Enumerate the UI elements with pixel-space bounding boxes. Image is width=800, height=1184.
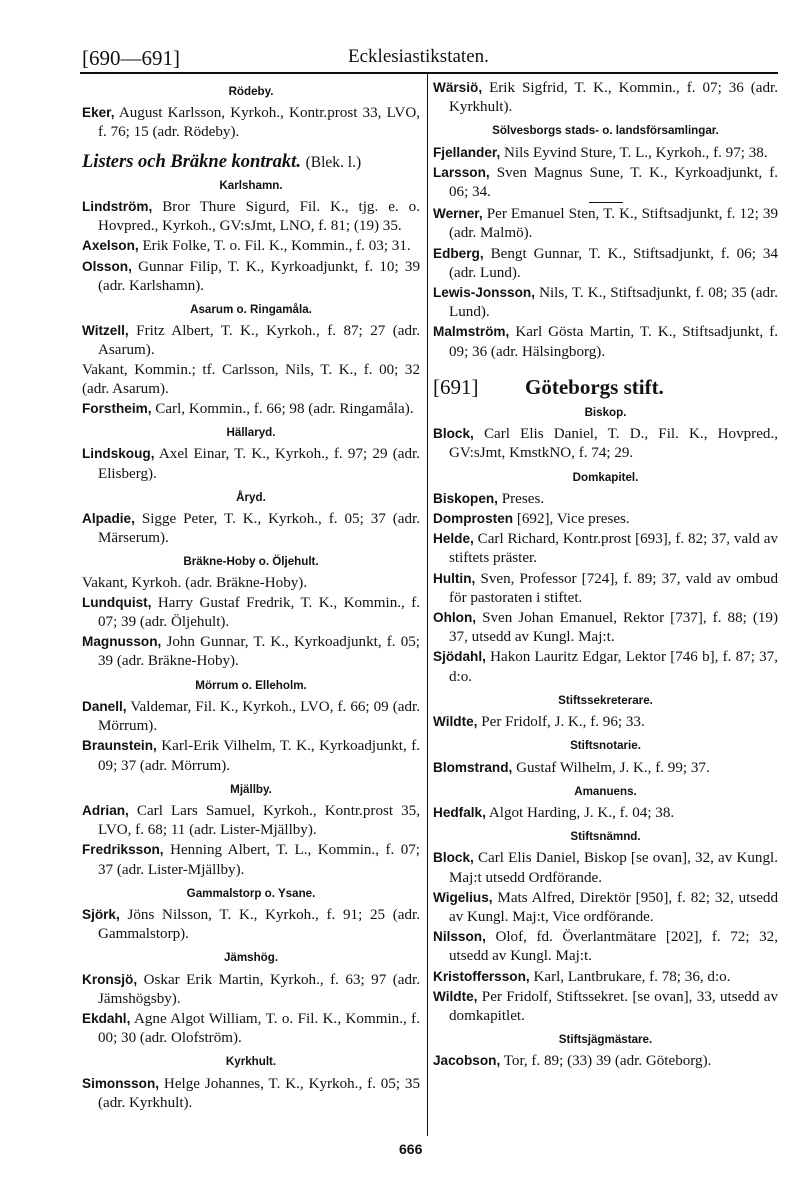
entry-details: Karl Gösta Martin, T. K., Stiftsadjunkt, f. 09; 36 (adr. Hälsingborg). bbox=[449, 324, 778, 360]
section-heading bbox=[82, 153, 420, 172]
place-heading: Hällaryd. bbox=[226, 426, 276, 440]
clergy-entry bbox=[433, 143, 778, 163]
place-heading: Kyrkhult. bbox=[225, 1055, 277, 1069]
place-heading: Stiftsjägmästare. bbox=[558, 1033, 653, 1047]
entry-surname: Braunstein, bbox=[82, 738, 157, 754]
entry-surname: Biskopen, bbox=[433, 490, 498, 506]
entry-surname: Axelson, bbox=[82, 238, 139, 254]
entry-surname: Edberg, bbox=[433, 245, 484, 261]
entry-details: Per Emanuel Sten, T. K., Stiftsadjunkt, f. 12; 39 (adr. Malmö). bbox=[449, 206, 778, 242]
entry-details: Agne Algot William, T. o. Fil. K., Kommin., f. 00; 30 (adr. Olofström). bbox=[98, 1010, 420, 1047]
entry-surname: Sjödahl, bbox=[433, 649, 486, 665]
place-heading: Jämshög. bbox=[223, 951, 279, 965]
clergy-entry bbox=[82, 103, 420, 142]
entry-surname: Lindström, bbox=[82, 199, 153, 215]
clergy-entry bbox=[433, 987, 778, 1026]
page-number: 666 bbox=[399, 1141, 423, 1157]
entry-details: Erik Folke, T. o. Fil. K., Kommin., f. 03; 31. bbox=[142, 238, 411, 255]
place-heading: Mörrum o. Elleholm. bbox=[195, 678, 307, 692]
clergy-entry bbox=[433, 758, 778, 778]
clergy-entry bbox=[82, 905, 420, 944]
clergy-entry bbox=[82, 736, 420, 775]
clergy-entry bbox=[82, 801, 420, 840]
diocese-page-ref: [691] bbox=[433, 374, 479, 399]
clergy-entry bbox=[433, 489, 778, 509]
entry-details: Sven Johan Emanuel, Rektor [737], f. 88; (19) 37, utsedd av Kungl. Maj:t. bbox=[449, 610, 778, 646]
clergy-entry bbox=[82, 361, 420, 399]
entry-details: Carl Lars Samuel, Kyrkoh., Kontr.prost 35, LVO, f. 68; 11 (adr. Lister-Mjällby). bbox=[98, 802, 420, 839]
entry-surname: Domprosten bbox=[433, 511, 514, 527]
entry-details: Carl, Kommin., f. 66; 98 (adr. Ringamåla). bbox=[155, 401, 414, 418]
entry-details: Harry Gustaf Fredrik, T. K., Kommin., f. 07; 39 (adr. Öljehult). bbox=[98, 594, 420, 631]
entry-surname: Fredriksson, bbox=[82, 842, 164, 858]
entry-surname: Block, bbox=[433, 426, 474, 442]
clergy-entry bbox=[433, 569, 778, 608]
header-rule bbox=[80, 72, 778, 74]
clergy-entry bbox=[433, 424, 778, 463]
clergy-entry bbox=[82, 970, 420, 1009]
entry-details: Algot Harding, J. K., f. 04; 38. bbox=[488, 804, 675, 821]
entry-surname: Hultin, bbox=[433, 570, 476, 586]
entry-surname: Lindskoug, bbox=[82, 446, 155, 462]
clergy-entry bbox=[82, 509, 420, 548]
entry-surname: Wärsiö, bbox=[433, 80, 483, 95]
entry-details: Sigge Peter, T. K., Kyrkoh., f. 05; 37 (adr. Märserum). bbox=[98, 511, 420, 547]
clergy-entry bbox=[433, 204, 778, 243]
entry-details: Carl Elis Daniel, Biskop [se ovan], 32, av Kungl. Maj:t utsedd Ordförande. bbox=[449, 850, 778, 886]
clergy-entry bbox=[82, 1009, 420, 1048]
place-heading: Stiftsnotarie. bbox=[570, 739, 641, 753]
clergy-entry bbox=[433, 529, 778, 568]
entry-details: Nils Eyvind Sture, T. L., Kyrkoh., f. 97; 38. bbox=[504, 144, 768, 161]
place-heading: Domkapitel. bbox=[572, 470, 639, 484]
clergy-entry bbox=[82, 321, 420, 360]
left-column bbox=[82, 78, 420, 1113]
clergy-entry bbox=[433, 647, 778, 686]
place-heading: Åryd. bbox=[236, 490, 266, 504]
entry-surname: Wildte, bbox=[433, 988, 478, 1004]
entry-surname: Fjellander, bbox=[433, 144, 501, 160]
right-column bbox=[433, 78, 778, 1072]
entry-details: Vakant, Kommin.; tf. Carlsson, Nils, T. K., f. 00; 32 (adr. Asarum). bbox=[82, 361, 420, 397]
short-rule bbox=[589, 202, 623, 203]
entry-details: Helge Johannes, T. K., Kyrkoh., f. 05; 35 (adr. Kyrkhult). bbox=[98, 1075, 421, 1111]
place-heading: Stiftssekreterare. bbox=[558, 693, 653, 707]
entry-surname: Eker, bbox=[82, 105, 115, 121]
entry-details: Sven Magnus Sune, T. K., Kyrkoadjunkt, f. 06; 34. bbox=[449, 164, 778, 201]
entry-details: August Karlsson, Kyrkoh., Kontr.prost 33, LVO, f. 76; 15 (adr. Rödeby). bbox=[98, 105, 420, 141]
entry-details: [692], Vice preses. bbox=[516, 511, 630, 528]
entry-details: Carl Elis Daniel, T. D., Fil. K., Hovpred., GV:sJmt, KmstkNO, f. 74; 29. bbox=[449, 426, 778, 462]
entry-surname: Alpadie, bbox=[82, 511, 135, 527]
column-divider bbox=[427, 74, 428, 1136]
entry-details: Vakant, Kyrkoh. (adr. Bräkne-Hoby). bbox=[82, 574, 308, 591]
entry-details: Bengt Gunnar, T. K., Stiftsadjunkt, f. 06; 34 (adr. Lund). bbox=[449, 245, 778, 281]
entry-details: Hakon Lauritz Edgar, Lektor [746 b], f. 87; 37, d:o. bbox=[449, 649, 778, 685]
clergy-entry bbox=[433, 848, 778, 887]
clergy-entry bbox=[82, 399, 420, 419]
running-title: Ecklesiastikstaten. bbox=[348, 46, 489, 67]
entry-details: Nils, T. K., Stiftsadjunkt, f. 08; 35 (adr. Lund). bbox=[449, 285, 778, 321]
clergy-entry bbox=[433, 322, 778, 361]
entry-details: Henning Albert, T. L., Kommin., f. 07; 37 (adr. Lister-Mjällby). bbox=[98, 842, 420, 878]
entry-details: Per Fridolf, J. K., f. 96; 33. bbox=[481, 714, 645, 731]
clergy-entry bbox=[82, 593, 420, 632]
clergy-entry bbox=[433, 608, 778, 647]
entry-surname: Malmström, bbox=[433, 324, 510, 340]
entry-surname: Simonsson, bbox=[82, 1075, 160, 1091]
place-heading: Gammalstorp o. Ysane. bbox=[186, 886, 316, 900]
page-range: [690—691] bbox=[82, 46, 180, 70]
entry-surname: Lewis-Jonsson, bbox=[433, 285, 535, 301]
entry-surname: Sjörk, bbox=[82, 906, 120, 922]
entry-surname: Witzell, bbox=[82, 323, 129, 339]
clergy-entry bbox=[82, 1074, 420, 1113]
entry-surname: Hedfalk, bbox=[433, 804, 486, 820]
entry-surname: Helde, bbox=[433, 531, 474, 547]
entry-surname: Magnusson, bbox=[82, 634, 162, 650]
clergy-entry bbox=[82, 444, 420, 483]
entry-surname: Werner, bbox=[433, 206, 483, 222]
place-heading: Rödeby. bbox=[228, 85, 274, 98]
clergy-entry bbox=[82, 574, 420, 593]
clergy-entry bbox=[433, 712, 778, 732]
entry-details: Carl Richard, Kontr.prost [693], f. 82; 37, vald av stiftets präster. bbox=[449, 531, 778, 567]
clergy-entry bbox=[82, 257, 420, 296]
clergy-entry bbox=[433, 163, 778, 202]
clergy-entry bbox=[433, 509, 778, 529]
clergy-entry bbox=[82, 236, 420, 256]
entry-details: Erik Sigfrid, T. K., Kommin., f. 07; 36 (adr. Kyrkhult). bbox=[449, 80, 778, 116]
entry-details: Gustaf Wilhelm, J. K., f. 99; 37. bbox=[516, 759, 710, 776]
entry-details: John Gunnar, T. K., Kyrkoadjunkt, f. 05; 39 (adr. Bräkne-Hoby). bbox=[98, 634, 420, 670]
clergy-entry bbox=[82, 840, 420, 879]
place-heading: Biskop. bbox=[584, 406, 627, 420]
clergy-entry bbox=[82, 632, 420, 671]
entry-details: Valdemar, Fil. K., Kyrkoh., LVO, f. 66; 09 (adr. Mörrum). bbox=[98, 698, 420, 735]
entry-surname: Blomstrand, bbox=[433, 759, 513, 775]
clergy-entry bbox=[433, 78, 778, 117]
clergy-entry bbox=[433, 967, 778, 987]
entry-surname: Olsson, bbox=[82, 258, 132, 274]
entry-details: Mats Alfred, Direktör [950], f. 82; 32, utsedd av Kungl. Maj:t, Vice ordförande. bbox=[449, 889, 778, 925]
section-title: Listers och Bräkne kontrakt. bbox=[82, 151, 301, 172]
section-region: (Blek. l.) bbox=[305, 153, 362, 171]
entry-surname: Danell, bbox=[82, 698, 127, 714]
place-heading: Bräkne-Hoby o. Öljehult. bbox=[183, 555, 319, 569]
place-heading: Stiftsnämnd. bbox=[570, 830, 641, 844]
clergy-entry bbox=[433, 244, 778, 283]
entry-surname: Ekdahl, bbox=[82, 1010, 131, 1026]
entry-details: Per Fridolf, Stiftssekret. [se ovan], 33, utsedd av domkapitlet. bbox=[449, 988, 778, 1024]
clergy-entry bbox=[82, 697, 420, 736]
entry-surname: Larsson, bbox=[433, 164, 490, 180]
entry-details: Oskar Erik Martin, Kyrkoh., f. 63; 97 (adr. Jämshögsby). bbox=[98, 971, 420, 1007]
place-heading: Amanuens. bbox=[574, 784, 637, 798]
entry-surname: Jacobson, bbox=[433, 1053, 501, 1069]
entry-details: Jöns Nilsson, T. K., Kyrkoh., f. 91; 25 (adr. Gammalstorp). bbox=[98, 906, 421, 943]
diocese-heading bbox=[433, 374, 778, 399]
entry-details: Axel Einar, T. K., Kyrkoh., f. 97; 29 (adr. Elisberg). bbox=[98, 446, 420, 482]
clergy-entry bbox=[82, 197, 420, 236]
entry-details: Gunnar Filip, T. K., Kyrkoadjunkt, f. 10; 39 (adr. Karlshamn). bbox=[98, 258, 420, 294]
entry-details: Tor, f. 89; (33) 39 (adr. Göteborg). bbox=[503, 1053, 712, 1070]
entry-details: Olof, fd. Överlantmätare [202], f. 72; 32, utsedd av Kungl. Maj:t. bbox=[449, 929, 778, 965]
entry-surname: Kronsjö, bbox=[82, 971, 138, 987]
clergy-entry bbox=[433, 927, 778, 966]
entry-surname: Ohlon, bbox=[433, 610, 477, 626]
entry-details: Karl, Lantbrukare, f. 78; 36, d:o. bbox=[533, 968, 731, 985]
clergy-entry bbox=[433, 1051, 778, 1071]
entry-surname: Block, bbox=[433, 850, 474, 866]
entry-surname: Kristoffersson, bbox=[433, 968, 530, 984]
entry-surname: Forstheim, bbox=[82, 401, 152, 417]
entry-details: Fritz Albert, T. K., Kyrkoh., f. 87; 27 (adr. Asarum). bbox=[98, 323, 420, 359]
diocese-title: Göteborgs stift. bbox=[525, 374, 664, 399]
place-heading: Karlshamn. bbox=[219, 178, 283, 192]
entry-details: Sven, Professor [724], f. 89; 37, vald av ombud för pastoraten i stiftet. bbox=[449, 570, 779, 606]
place-heading: Mjällby. bbox=[230, 782, 272, 796]
entry-details: Preses. bbox=[501, 490, 545, 507]
entry-surname: Lundquist, bbox=[82, 594, 152, 610]
clergy-entry bbox=[433, 283, 778, 322]
entry-surname: Wigelius, bbox=[433, 889, 493, 905]
entry-details: Karl-Erik Vilhelm, T. K., Kyrkoadjunkt, f. 09; 37 (adr. Mörrum). bbox=[98, 738, 420, 774]
entry-details: Bror Thure Sigurd, Fil. K., tjg. e. o. Hovpred., Kyrkoh., GV:sJmt, LNO, f. 81; (19) 35. bbox=[98, 199, 420, 235]
entry-surname: Wildte, bbox=[433, 714, 478, 730]
entry-surname: Adrian, bbox=[82, 802, 129, 818]
place-heading: Asarum o. Ringamåla. bbox=[190, 303, 312, 317]
place-heading: Sölvesborgs stads- o. landsförsamlingar. bbox=[492, 124, 719, 138]
entry-surname: Nilsson, bbox=[433, 929, 486, 945]
clergy-entry bbox=[433, 803, 778, 823]
clergy-entry bbox=[433, 888, 778, 927]
